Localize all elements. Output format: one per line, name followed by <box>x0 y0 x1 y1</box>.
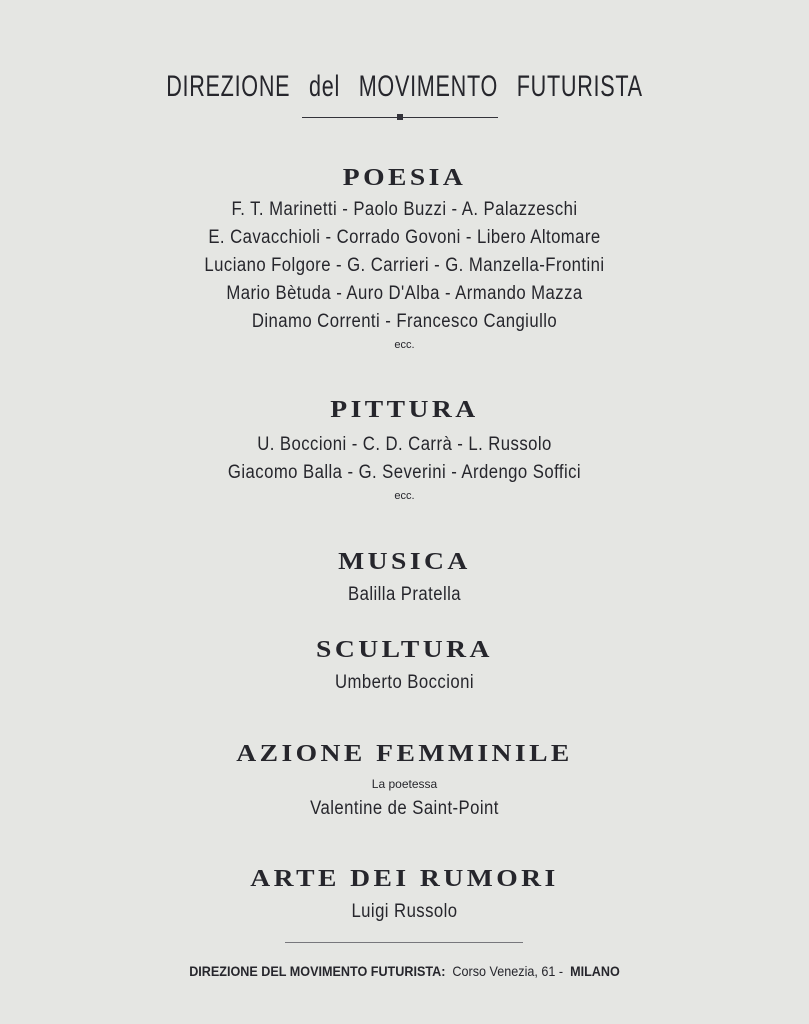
name-line: Giacomo Balla - G. Severini - Ardengo Soffici <box>227 462 582 483</box>
name-line: E. Cavacchioli - Corrado Govoni - Libero Altomare <box>208 227 601 248</box>
name-line: Umberto Boccioni <box>334 672 474 693</box>
footer-divider <box>285 942 523 943</box>
footer-colon: : <box>441 963 446 979</box>
name-line: U. Boccioni - C. D. Carrà - L. Russolo <box>257 434 552 455</box>
name-line: Luigi Russolo <box>351 901 458 922</box>
name-line: F. T. Marinetti - Paolo Buzzi - A. Palazzeschi <box>231 199 578 220</box>
ecc-note: ecc. <box>394 490 415 502</box>
section-heading-scultura: SCULTURA <box>316 637 493 663</box>
footer-address: Corso Venezia, 61 - <box>452 963 564 979</box>
name-line: Balilla Pratella <box>348 584 461 605</box>
section-heading-azione-femminile: AZIONE FEMMINILE <box>236 741 573 767</box>
name-line: Valentine de Saint-Point <box>310 798 499 819</box>
page-title <box>113 70 695 104</box>
name-line: Luciano Folgore - G. Carrieri - G. Manzella-Frontini <box>204 255 605 276</box>
title-word: MOVIMENTO <box>358 70 499 103</box>
section-heading-pittura: PITTURA <box>330 397 479 423</box>
name-line: Dinamo Correnti - Francesco Cangiullo <box>251 311 558 332</box>
title-word: del <box>309 70 341 103</box>
section-heading-musica: MUSICA <box>338 549 471 575</box>
title-word: FUTURISTA <box>516 70 643 103</box>
footer-city: MILANO <box>570 963 620 979</box>
title-word: DIREZIONE <box>166 70 291 103</box>
divider-ornament <box>397 114 403 120</box>
footer-org: DIREZIONE DEL MOVIMENTO FUTURISTA <box>189 963 442 979</box>
name-line: Mario Bètuda - Auro D'Alba - Armando Mazza <box>226 283 583 304</box>
footer <box>40 963 768 979</box>
section-heading-arte-dei-rumori: ARTE DEI RUMORI <box>250 866 559 892</box>
subtitle: La poetessa <box>371 777 438 791</box>
ecc-note: ecc. <box>394 339 415 351</box>
section-heading-poesia: POESIA <box>342 165 467 191</box>
